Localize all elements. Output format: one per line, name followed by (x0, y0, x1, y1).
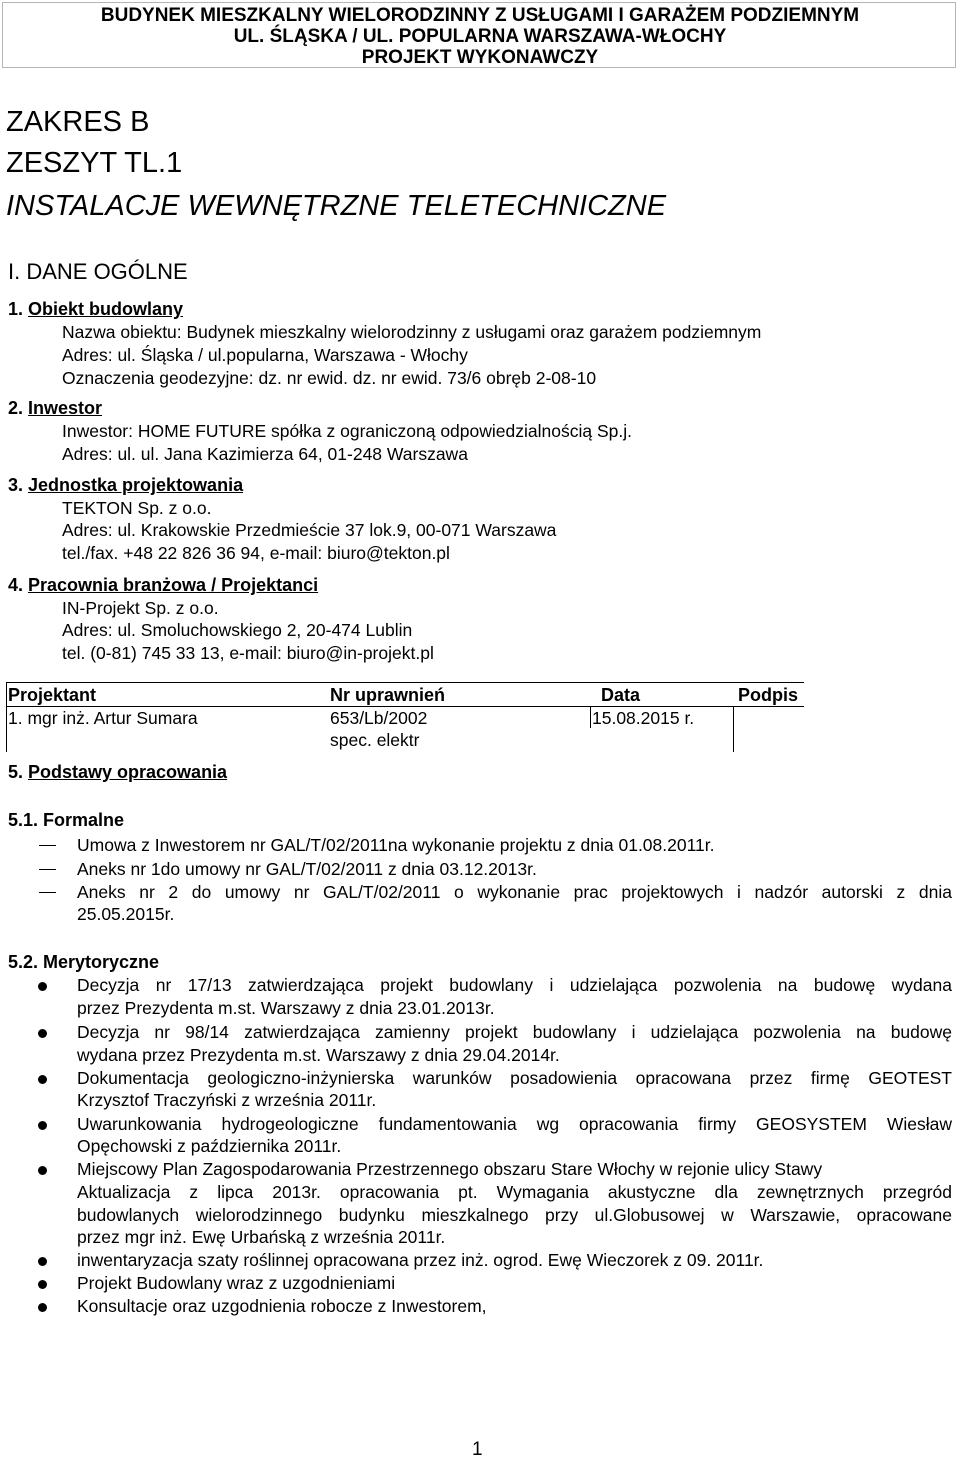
dash-marker (39, 845, 56, 846)
merytoryczne-item: Decyzja nr 98/14 zatwierdzająca zamienny projekt budowlany i udzielająca pozwolenia na budowę (77, 1022, 952, 1042)
podstawy-title: Podstawy opracowania (28, 762, 228, 782)
inwestor-title: Inwestor (28, 398, 103, 418)
merytoryczne-item-cont: Krzysztof Traczyński z września 2011r. (77, 1090, 377, 1110)
bullet-dot (38, 1029, 47, 1038)
table-cell-projektant: 1. mgr inż. Artur Sumara (8, 708, 198, 728)
jednostka-title: Jednostka projektowania (28, 475, 244, 495)
merytoryczne-item-cont: wydana przez Prezydenta m.st. Warszawy z dnia 29.04.2014r. (77, 1045, 560, 1065)
instalacje-title: INSTALACJE WEWNĘTRZNE TELETECHNICZNE (6, 190, 667, 222)
merytoryczne-item: inwentaryzacja szaty roślinnej opracowana przez inż. ogrod. Ewę Wieczorek z 09. 2011r. (77, 1250, 764, 1270)
page-number: 1 (472, 1439, 483, 1460)
document-header (2, 2, 956, 68)
obiekt-title: Obiekt budowlany (28, 299, 184, 319)
jednostka-line: TEKTON Sp. z o.o. (62, 498, 212, 518)
pracownia-line: Adres: ul. Smoluchowskiego 2, 20-474 Lublin (62, 620, 413, 640)
merytoryczne-item-cont: budowlanych wielorodzinnego budynku mieszkalnego przy ul.Globusowej w Warszawie, opracowane (77, 1205, 952, 1225)
pracownia-line: IN-Projekt Sp. z o.o. (62, 598, 219, 618)
zakres-title: ZAKRES B (6, 106, 150, 138)
header-line-2: UL. ŚLĄSKA / UL. POPULARNA WARSZAWA-WŁOCHY (233, 26, 727, 47)
table-header-nr: Nr uprawnień (330, 685, 446, 705)
obiekt-line: Nazwa obiektu: Budynek mieszkalny wielorodzinny z usługami oraz garażem podziemnym (62, 322, 762, 342)
inwestor-line: Adres: ul. ul. Jana Kazimierza 64, 01-248 Warszawa (62, 444, 468, 464)
bullet-dot (38, 1303, 47, 1312)
pracownia-heading (8, 575, 318, 596)
table-header-data: Data (601, 685, 641, 705)
zeszyt-title: ZESZYT TL.1 (6, 147, 183, 179)
bullet-dot (38, 1166, 47, 1175)
table-col-divider (733, 706, 734, 752)
bullet-dot (38, 1075, 47, 1084)
bullet-dot (38, 982, 47, 991)
formalne-heading: 5.1. Formalne (8, 810, 125, 830)
table-border-top (6, 682, 804, 683)
formalne-item: Umowa z Inwestorem nr GAL/T/02/2011na wykonanie projektu z dnia 01.08.2011r. (77, 835, 715, 855)
table-header-podpis: Podpis (738, 685, 799, 705)
inwestor-heading (8, 398, 102, 419)
merytoryczne-heading: 5.2. Merytoryczne (8, 952, 160, 972)
dash-marker (39, 869, 56, 870)
table-border-left (6, 682, 7, 752)
merytoryczne-item-cont: przez mgr inż. Ewę Urbańską z września 2011r. (77, 1227, 446, 1247)
formalne-item: Aneks nr 1do umowy nr GAL/T/02/2011 z dnia 03.12.2013r. (77, 859, 537, 879)
bullet-dot (38, 1257, 47, 1266)
inwestor-line: Inwestor: HOME FUTURE spółka z ograniczoną odpowiedzialnością Sp.j. (62, 421, 632, 441)
obiekt-num: 1. (8, 299, 29, 319)
formalne-item: Aneks nr 2 do umowy nr GAL/T/02/2011 o wykonanie prac projektowych i nadzór autorski z dnia (77, 882, 952, 902)
merytoryczne-item: Projekt Budowlany wraz z uzgodnieniami (77, 1273, 396, 1293)
merytoryczne-item: Konsultacje oraz uzgodnienia robocze z Inwestorem, (77, 1296, 487, 1316)
jednostka-line: Adres: ul. Krakowskie Przedmieście 37 lok.9, 00-071 Warszawa (62, 520, 557, 540)
bullet-dot (38, 1121, 47, 1130)
header-line-1: BUDYNEK MIESZKALNY WIELORODZINNY Z USŁUGAMI I GARAŻEM PODZIEMNYM (100, 5, 860, 26)
pracownia-line: tel. (0-81) 745 33 13, e-mail: biuro@in-projekt.pl (62, 643, 434, 663)
formalne-item-cont: 25.05.2015r. (77, 904, 175, 924)
bullet-dot (38, 1280, 47, 1289)
podstawy-num: 5. (8, 762, 29, 782)
table-border-mid (6, 706, 804, 707)
jednostka-line: tel./fax. +48 22 826 36 94, e-mail: biuro@tekton.pl (62, 543, 450, 563)
inwestor-num: 2. (8, 398, 29, 418)
section-heading: I. DANE OGÓLNE (8, 259, 188, 284)
dash-marker (39, 892, 56, 893)
table-cell-data: 15.08.2015 r. (592, 708, 695, 728)
table-header-projektant: Projektant (8, 685, 97, 705)
podstawy-heading (8, 762, 227, 783)
obiekt-line: Adres: ul. Śląska / ul.popularna, Warszawa - Włochy (62, 345, 468, 365)
header-line-3: PROJEKT WYKONAWCZY (361, 47, 599, 68)
table-cell-nr: 653/Lb/2002 (330, 708, 428, 728)
merytoryczne-item: Decyzja nr 17/13 zatwierdzająca projekt budowlany i udzielająca pozwolenia na budowę wydana (77, 975, 952, 995)
merytoryczne-item: Miejscowy Plan Zagospodarowania Przestrzennego obszaru Stare Włochy w rejonie ulicy Stawy (77, 1159, 823, 1179)
merytoryczne-item: Dokumentacja geologiczno-inżynierska warunków posadowienia opracowana przez firmę GEOTEST (77, 1068, 952, 1088)
obiekt-line: Oznaczenia geodezyjne: dz. nr ewid. dz. nr ewid. 73/6 obręb 2-08-10 (62, 368, 597, 388)
merytoryczne-item-cont: Opęchowski z października 2011r. (77, 1136, 342, 1156)
merytoryczne-item: Aktualizacja z lipca 2013r. opracowania pt. Wymagania akustyczne dla zewnętrznych przegród (77, 1182, 952, 1202)
merytoryczne-item: Uwarunkowania hydrogeologiczne fundamentowania wg opracowania firmy GEOSYSTEM Wiesław (77, 1114, 952, 1134)
table-col-divider (590, 706, 591, 728)
table-cell-spec: spec. elektr (330, 730, 420, 750)
jednostka-num: 3. (8, 475, 29, 495)
pracownia-num: 4. (8, 575, 29, 595)
merytoryczne-item-cont: przez Prezydenta m.st. Warszawy z dnia 23.01.2013r. (77, 998, 495, 1018)
jednostka-heading (8, 475, 243, 496)
obiekt-heading (8, 299, 183, 320)
pracownia-title: Pracownia branżowa / Projektanci (28, 575, 319, 595)
